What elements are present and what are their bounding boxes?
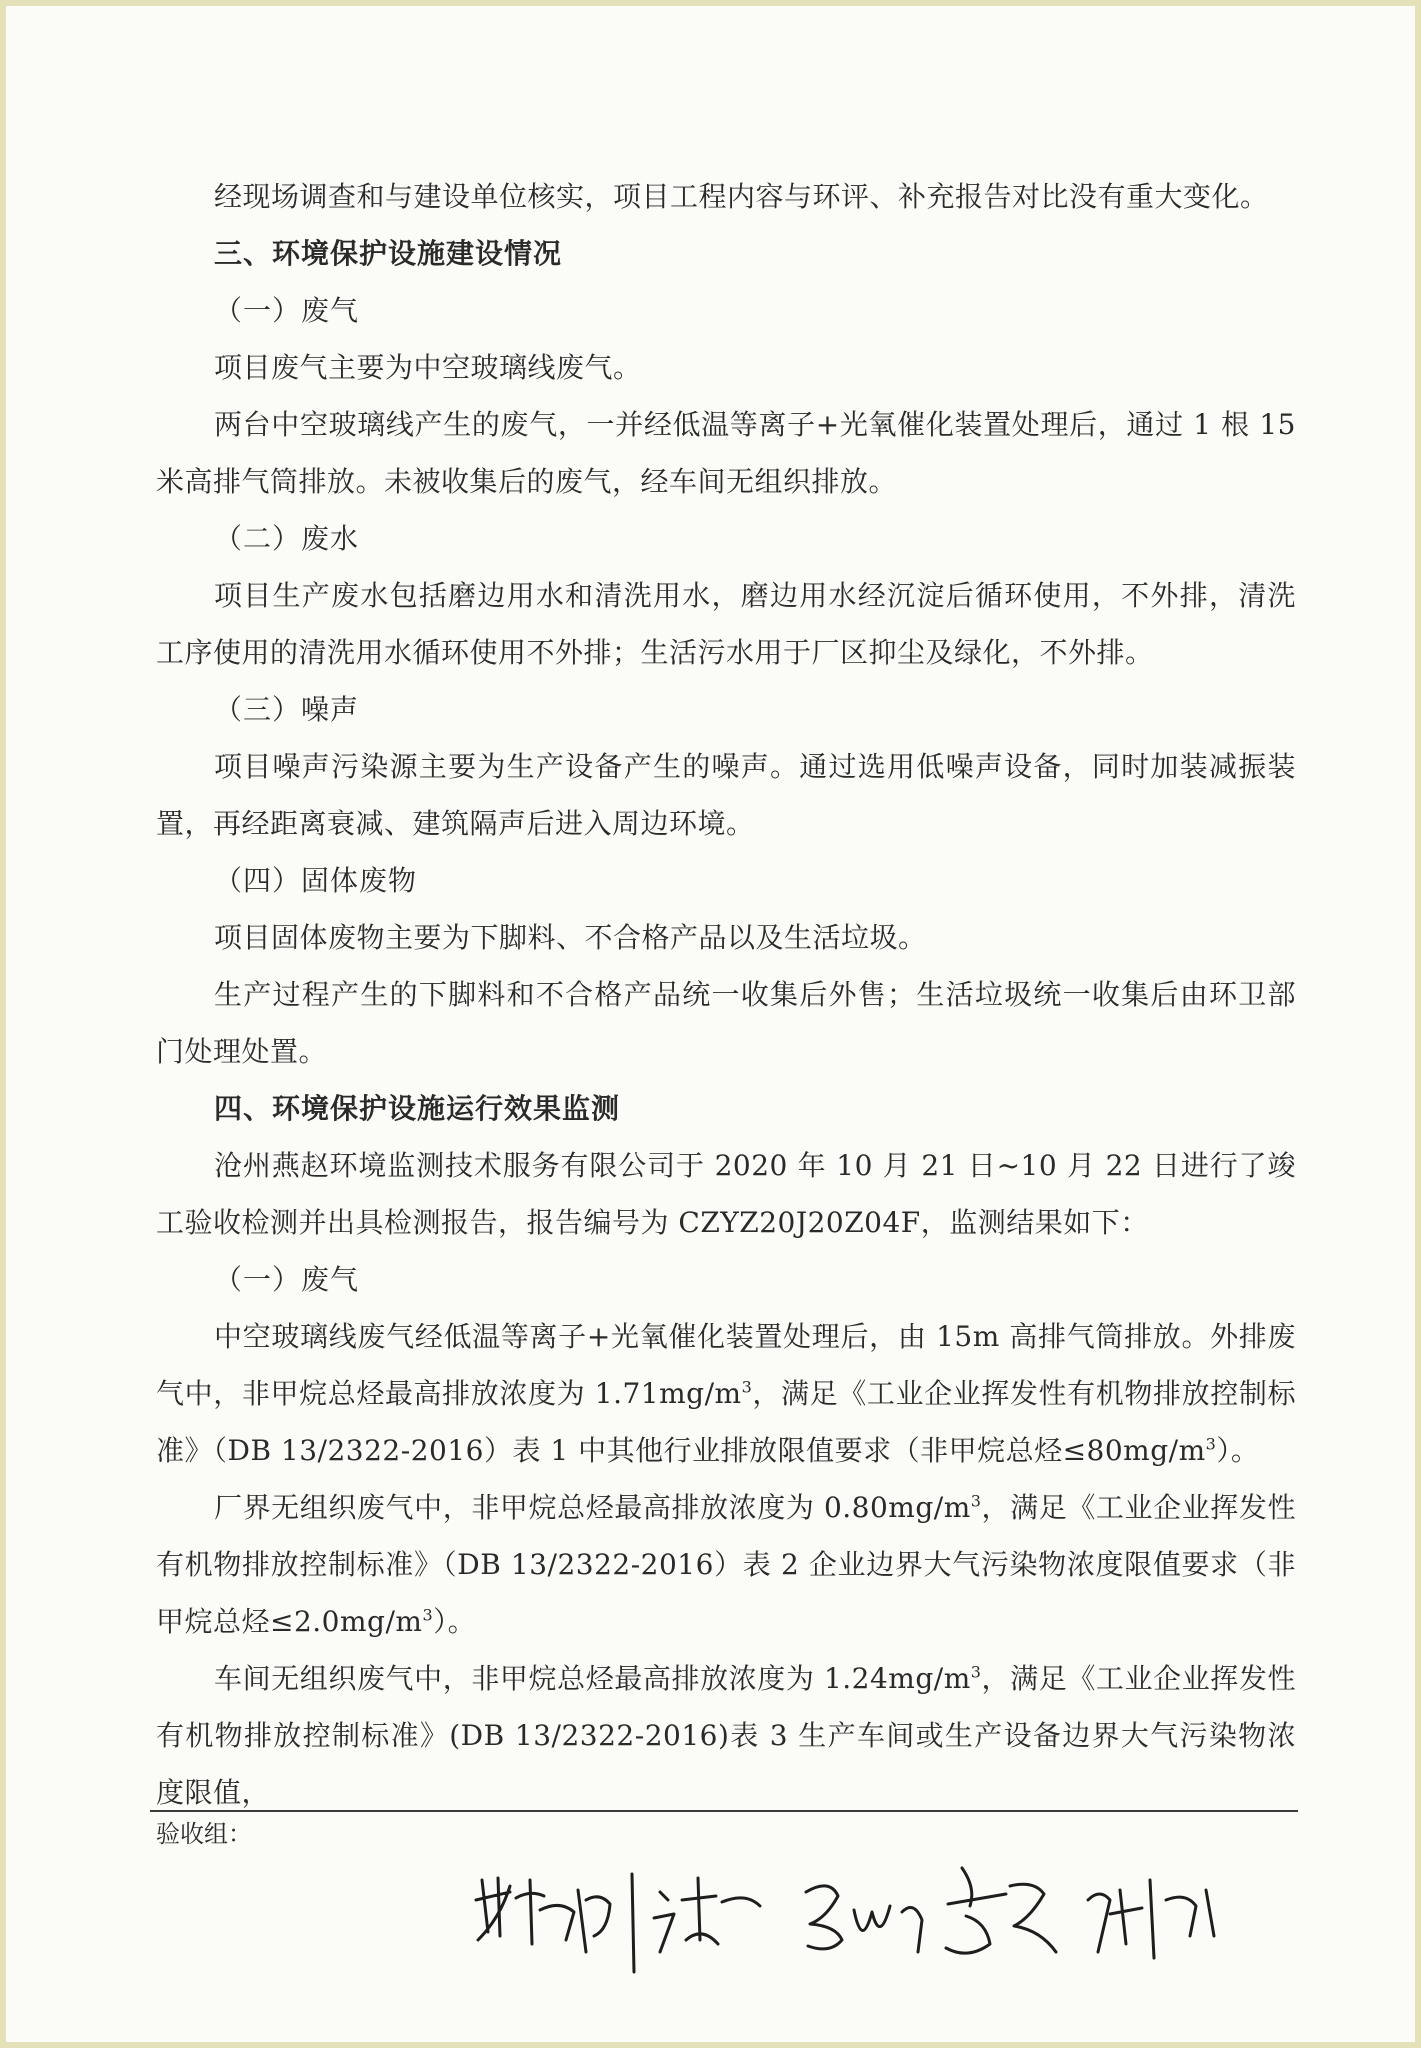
superscript: 3	[741, 1377, 753, 1397]
text-run: ）。	[433, 1605, 477, 1638]
subsection-heading: （一）废气	[214, 294, 360, 327]
paragraph	[156, 1650, 1296, 1821]
text-run: ，满足《工业企业挥发性有机物排放控制标准》（DB 13/2322-2016）表 1 中其他行业排放限值要求（非甲烷总烃≤80mg/m	[156, 1377, 1296, 1467]
superscript: 3	[970, 1491, 982, 1511]
text-run: 厂界无组织废气中，非甲烷总烃最高排放浓度为 0.80mg/m	[214, 1491, 971, 1524]
subsection-heading: （二）废水	[214, 522, 360, 555]
text-run: 中空玻璃线废气经低温等离子+光氧催化装置处理后，由 15m 高排气筒排放。外排废气中，非甲烷总烃最高排放浓度为 1.71mg/m	[156, 1320, 1296, 1410]
text-run: 车间无组织废气中，非甲烷总烃最高排放浓度为 1.24mg/m	[214, 1662, 971, 1695]
paragraph: 两台中空玻璃线产生的废气，一并经低温等离子+光氧催化装置处理后，通过 1 根 15 米高排气筒排放。未被收集后的废气，经车间无组织排放。	[156, 408, 1296, 498]
text-run: ，满足《工业企业挥发性有机物排放控制标准》（DB 13/2322-2016）表 2 企业边界大气污染物浓度限值要求（非甲烷总烃≤2.0mg/m	[156, 1491, 1296, 1638]
paragraph	[156, 1479, 1296, 1650]
section-heading: 三、环境保护设施建设情况	[214, 237, 563, 270]
paragraph: 生产过程产生的下脚料和不合格产品统一收集后外售；生活垃圾统一收集后由环卫部门处理处置。	[156, 978, 1296, 1068]
superscript: 3	[1205, 1434, 1217, 1454]
paragraph: 项目废气主要为中空玻璃线废气。	[214, 351, 642, 384]
paragraph	[156, 1308, 1296, 1479]
footer-divider	[150, 1810, 1298, 1812]
paragraph: 沧州燕赵环境监测技术服务有限公司于 2020 年 10 月 21 日~10 月 22 日进行了竣工验收检测并出具检测报告，报告编号为 CZYZ20J20Z04F，监测结果如下：	[156, 1149, 1296, 1239]
paragraph: 经现场调查和与建设单位核实，项目工程内容与环评、补充报告对比没有重大变化。	[214, 180, 1269, 213]
section-heading: 四、环境保护设施运行效果监测	[214, 1092, 621, 1125]
text-run: ）。	[1216, 1434, 1260, 1467]
superscript: 3	[422, 1605, 434, 1625]
document-body	[156, 168, 1296, 1821]
subsection-heading: （四）固体废物	[214, 864, 418, 897]
superscript: 3	[970, 1662, 982, 1682]
paragraph: 项目噪声污染源主要为生产设备产生的噪声。通过选用低噪声设备，同时加装减振装置，再经距离衰减、建筑隔声后进入周边环境。	[156, 750, 1296, 840]
paragraph: 项目固体废物主要为下脚料、不合格产品以及生活垃圾。	[214, 921, 927, 954]
text-run: ，满足《工业企业挥发性有机物排放控制标准》(DB 13/2322-2016)表 3 生产车间或生产设备边界大气污染物浓度限值，	[156, 1662, 1296, 1809]
subsection-heading: （一）废气	[214, 1263, 360, 1296]
paragraph: 项目生产废水包括磨边用水和清洗用水，磨边用水经沉淀后循环使用，不外排，清洗工序使用的清洗用水循环使用不外排；生活污水用于厂区抑尘及绿化，不外排。	[156, 579, 1296, 669]
handwritten-signatures	[470, 1840, 1320, 1990]
acceptance-group-label: 验收组：	[156, 1820, 252, 1848]
subsection-heading: （三）噪声	[214, 693, 360, 726]
